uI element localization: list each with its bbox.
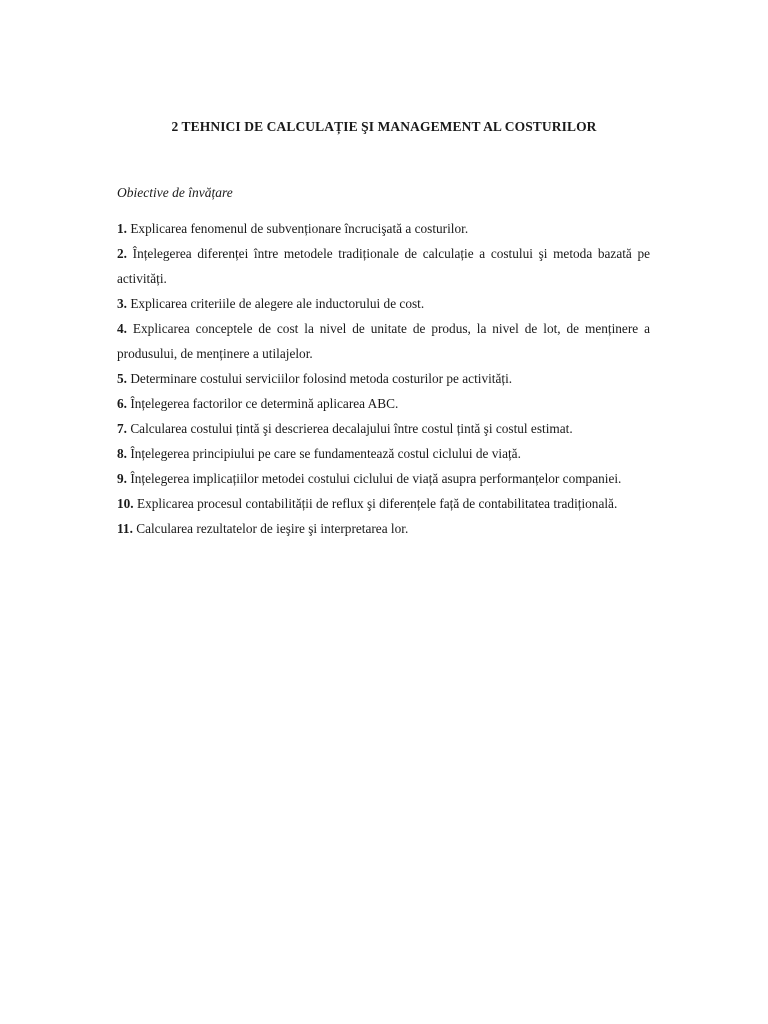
objective-number: 4. bbox=[117, 321, 127, 336]
objective-text: Explicarea fenomenul de subvenționare încrucişată a costurilor. bbox=[130, 221, 469, 236]
objective-number: 3. bbox=[117, 296, 127, 311]
objective-text: Explicarea conceptele de cost la nivel de unitate de produs, la nivel de lot, de menținere a produsului, de menținere a utilajelor. bbox=[117, 321, 650, 361]
objective-text: Calcularea rezultatelor de ieşire şi interpretarea lor. bbox=[136, 521, 409, 536]
objective-item-7 bbox=[117, 416, 650, 441]
objective-number: 11. bbox=[117, 521, 133, 536]
objective-text: Înțelegerea diferenței între metodele tradiționale de calculație a costului şi metoda bazată pe activități. bbox=[117, 246, 651, 286]
objective-item-6 bbox=[117, 391, 650, 416]
objective-item-1 bbox=[117, 216, 650, 241]
objective-number: 5. bbox=[117, 371, 127, 386]
objective-item-4 bbox=[117, 316, 650, 366]
objective-number: 9. bbox=[117, 471, 127, 486]
objective-number: 6. bbox=[117, 396, 127, 411]
objective-text: Explicarea criteriile de alegere ale inductorului de cost. bbox=[130, 296, 425, 311]
section-subtitle: Obiective de învățare bbox=[117, 185, 233, 200]
objective-item-11 bbox=[117, 516, 650, 541]
objective-text: Determinare costului serviciilor folosind metoda costurilor pe activități. bbox=[130, 371, 513, 386]
objective-item-9 bbox=[117, 466, 650, 491]
document-title: 2 TEHNICI DE CALCULAȚIE ŞI MANAGEMENT AL COSTURILOR bbox=[171, 119, 597, 134]
objective-text: Înțelegerea implicațiilor metodei costului ciclului de viață asupra performanțelor companiei. bbox=[130, 471, 622, 486]
objective-number: 1. bbox=[117, 221, 127, 236]
objective-item-3 bbox=[117, 291, 650, 316]
objective-text: Calcularea costului țintă şi descrierea decalajului între costul țintă şi costul estimat. bbox=[130, 421, 573, 436]
objective-text: Înțelegerea principiului pe care se fundamentează costul ciclului de viață. bbox=[130, 446, 521, 461]
objective-number: 2. bbox=[117, 246, 127, 261]
objective-item-5 bbox=[117, 366, 650, 391]
objective-number: 7. bbox=[117, 421, 127, 436]
objective-text: Înțelegerea factorilor ce determină aplicarea ABC. bbox=[130, 396, 399, 411]
objective-text: Explicarea procesul contabilității de reflux şi diferențele față de contabilitatea tradițională. bbox=[136, 496, 618, 511]
objective-number: 10. bbox=[117, 496, 134, 511]
objective-item-8 bbox=[117, 441, 650, 466]
objective-item-2 bbox=[117, 241, 650, 291]
objective-number: 8. bbox=[117, 446, 127, 461]
objectives-list bbox=[117, 216, 650, 541]
objective-item-10 bbox=[117, 491, 650, 516]
